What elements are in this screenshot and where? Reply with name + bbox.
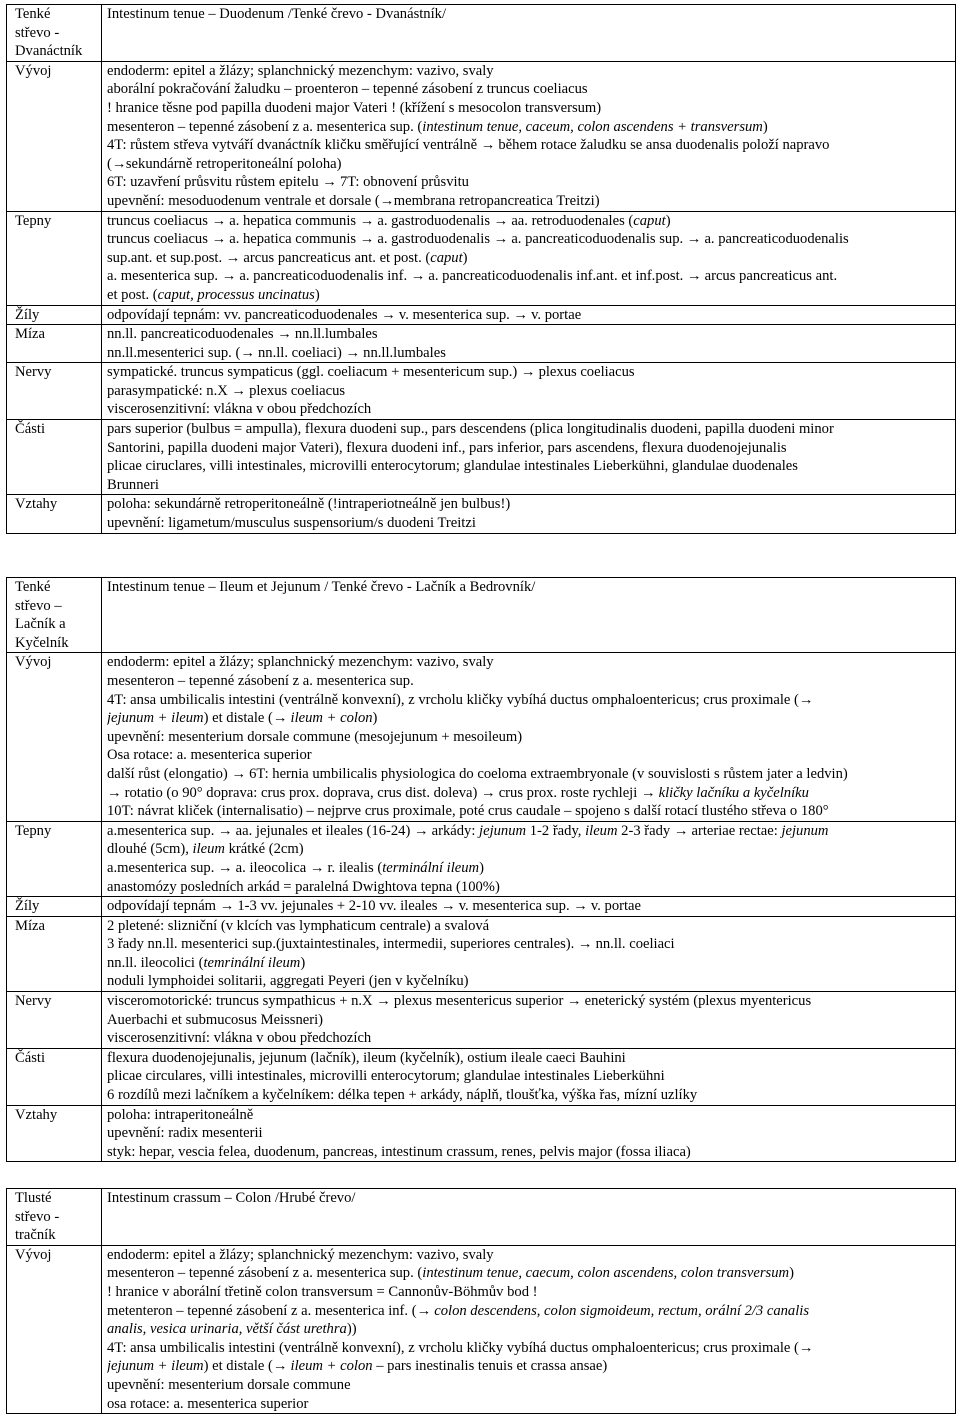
- text-run: crus prox. roste rychleji: [495, 784, 641, 801]
- text-run: a. hepatica communis: [225, 212, 360, 229]
- text-run: osa rotace: a. mesenterica superior: [107, 1395, 309, 1412]
- text-run: metenteron – tepenné zásobení z a. mesenterica inf. (: [107, 1302, 417, 1319]
- text-run: r. ilealis (: [323, 859, 383, 876]
- arrow-icon: →: [686, 268, 702, 285]
- row-content: [102, 1245, 956, 1413]
- text-line: [107, 709, 951, 728]
- text-run: nn.ll. pancreaticoduodenales: [107, 326, 278, 343]
- text-line: [107, 363, 951, 382]
- text-run: další růst (elongatio): [107, 765, 232, 782]
- text-run: analis, vesica urinaria, větší část urethra: [107, 1321, 347, 1338]
- text-run: a. hepatica communis: [225, 231, 360, 248]
- arrow-icon: →: [211, 212, 227, 229]
- text-line: [107, 935, 951, 954]
- section-label-line: Tlusté: [15, 1190, 52, 1206]
- text-run: upevnění: mesoduodenum ventrale et dorsale (: [107, 192, 380, 209]
- section-label: [7, 578, 102, 653]
- row-label: Nervy: [15, 364, 52, 381]
- text-line: [107, 476, 951, 495]
- arrow-icon: →: [345, 344, 361, 361]
- arrow-icon: →: [107, 784, 122, 801]
- text-run: aa. jejunales et ileales (16-24): [232, 822, 414, 839]
- section-label-line: střevo -: [15, 1208, 60, 1225]
- row-content: [102, 897, 956, 917]
- text-run: a. gastroduodenalis: [373, 231, 494, 248]
- text-run: nn.ll.lumbales: [359, 344, 446, 361]
- text-run: upevnění: mesenterium dorsale commune: [107, 1376, 351, 1393]
- text-run: eneterický systém (plexus myentericus: [580, 993, 812, 1010]
- text-line: [107, 249, 951, 268]
- section-title-cell: [102, 1189, 956, 1246]
- text-run: aborální pokračování žaludku – proenteron – tepenné zásobení z truncus coeliacus: [107, 81, 588, 98]
- arrow-icon: →: [359, 231, 375, 248]
- text-line: [107, 306, 951, 325]
- section-label-line: Tenké: [15, 6, 51, 22]
- text-run: poloha: intraperitoneálně: [107, 1106, 254, 1123]
- section-label-line: Dvanáctník: [15, 43, 83, 60]
- text-run: parasympatické: n.X: [107, 382, 232, 399]
- text-run: arcus pancreaticus ant. et post. (: [239, 249, 431, 266]
- text-line: [107, 878, 951, 897]
- text-run: 2-3 řady: [617, 822, 674, 839]
- text-run: a. ileocolica: [232, 859, 310, 876]
- text-line: [107, 1029, 951, 1048]
- text-run: v. mesenterica sup.: [455, 898, 574, 915]
- text-run: endoderm: epitel a žlázy; splanchnický mezenchym: vazivo, svaly: [107, 654, 494, 671]
- text-line: [107, 192, 951, 211]
- text-run: 4T: ansa umbilicalis intestini (ventrálně konvexní), z vrcholu kličky vybíhá ductus omphaloentericus; crus proximale (: [107, 691, 799, 708]
- text-run: jejunum: [781, 822, 829, 839]
- section-label-line: Tenké: [15, 579, 51, 595]
- text-line: [107, 1339, 951, 1358]
- text-run: upevnění: mesenterium dorsale commune (mesojejunum + mesoileum): [107, 728, 523, 745]
- arrow-icon: →: [410, 268, 426, 285]
- jejunum-ileum-table: [6, 577, 956, 1162]
- text-run: flexura duodenojejunalis, jejunum (lačník), ileum (kyčelník), ostium ileale caeci Bauhini: [107, 1049, 626, 1066]
- section-label-line: Lačník a: [15, 616, 66, 633]
- text-run: ): [789, 1265, 794, 1282]
- text-run: membrana retropancreatica Treitzi): [393, 192, 600, 209]
- text-run: nn.ll. coeliaci: [591, 936, 675, 953]
- text-run: rotatio (o 90° doprava: crus prox. doprava, crus dist. doleva): [121, 784, 482, 801]
- text-run: terminální ileum: [382, 859, 480, 876]
- text-run: 1-2 řady,: [526, 822, 586, 839]
- row-content: [102, 992, 956, 1049]
- row-content: [102, 305, 956, 325]
- arrow-icon: →: [798, 1339, 814, 1356]
- arrow-icon: →: [277, 326, 292, 343]
- text-run: ) et distale (: [203, 710, 273, 727]
- section-title: Intestinum crassum – Colon /Hrubé črevo/: [107, 1190, 356, 1206]
- section-label-line: střevo -: [15, 24, 60, 41]
- section-label: [7, 1189, 102, 1246]
- text-line: [107, 267, 951, 286]
- arrow-icon: →: [379, 192, 395, 209]
- text-run: ileum + colon: [290, 1358, 373, 1375]
- arrow-icon: →: [272, 1358, 288, 1375]
- section-title: Intestinum tenue – Duodenum /Tenké črevo - Dvanástník/: [107, 6, 447, 22]
- text-line: [107, 382, 951, 401]
- text-line: [107, 1067, 951, 1086]
- row-content: [102, 211, 956, 305]
- arrow-icon: →: [673, 822, 689, 839]
- arrow-icon: →: [211, 231, 227, 248]
- row-label: Vývoj: [15, 62, 52, 79]
- arrow-icon: →: [573, 898, 588, 915]
- text-line: [107, 99, 951, 118]
- text-run: sekundárně retroperitoneální poloha): [125, 155, 342, 172]
- text-run: Auerbachi et submucosus Meissneri): [107, 1011, 324, 1028]
- text-line: [107, 954, 951, 973]
- arrow-icon: →: [240, 344, 255, 361]
- text-line: [107, 691, 951, 710]
- text-line: [107, 155, 951, 174]
- text-line: [107, 457, 951, 476]
- arrow-icon: →: [381, 306, 396, 323]
- section-title-cell: [102, 578, 956, 653]
- arrow-icon: →: [218, 859, 233, 876]
- arrow-icon: →: [322, 174, 337, 191]
- text-line: [107, 1143, 951, 1162]
- arrow-icon: →: [441, 898, 456, 915]
- text-line: [107, 653, 951, 672]
- text-run: upevnění: radix mesenterii: [107, 1125, 263, 1142]
- section-label-line: tračník: [15, 1227, 56, 1244]
- row-content: [102, 1048, 956, 1105]
- text-run: noduli lymphoidei solitarii, aggregati Peyeri (jen v kyčelníku): [107, 973, 469, 990]
- section-label-line: střevo –: [15, 597, 62, 614]
- row-label: Části: [15, 421, 45, 438]
- text-line: [107, 1320, 951, 1339]
- row-label: Vývoj: [15, 1246, 52, 1263]
- text-run: (: [107, 155, 112, 172]
- text-line: [107, 1264, 951, 1283]
- text-line: [107, 765, 951, 784]
- text-run: odpovídají tepnám: [107, 898, 220, 915]
- arrow-icon: →: [309, 859, 325, 876]
- text-line: [107, 802, 951, 821]
- text-line: [107, 917, 951, 936]
- text-run: a. mesenterica sup.: [107, 268, 222, 285]
- text-line: [107, 325, 951, 344]
- arrow-icon: →: [218, 822, 233, 839]
- text-run: ileum: [585, 822, 618, 839]
- text-run: a. gastroduodenalis: [373, 212, 494, 229]
- text-line: [107, 728, 951, 747]
- text-run: během rotace žaludku se ansa duodenalis položí napravo: [494, 137, 830, 154]
- text-run: nn.ll.mesenterici sup. (: [107, 344, 241, 361]
- text-run: a.mesenterica sup.: [107, 859, 219, 876]
- row-label: Vztahy: [15, 496, 58, 513]
- text-line: [107, 62, 951, 81]
- text-run: jejunum + ileum: [107, 710, 204, 727]
- arrow-icon: →: [513, 306, 529, 323]
- text-line: [107, 136, 951, 155]
- duodenum-table: [6, 4, 956, 534]
- row-content: [102, 653, 956, 821]
- text-run: 6 rozdílů mezi lačníkem a kyčelníkem: délka tepen + arkády, náplň, tloušťka, výška řas, mízní uzlíky: [107, 1087, 698, 1104]
- row-label: Žíly: [15, 898, 40, 915]
- row-label: Tepny: [15, 212, 52, 229]
- text-run: plicae ciruclares, villi intestinales, microvilli enterocytorum; glandulae intestinales Lieberkühni, glandulae duodenales: [107, 458, 798, 475]
- colon-table: [6, 1188, 956, 1414]
- text-line: [107, 1302, 951, 1321]
- text-line: [107, 439, 951, 458]
- text-run: caput: [430, 249, 463, 266]
- text-run: sup.ant. et sup.post.: [107, 249, 226, 266]
- text-line: [107, 897, 951, 916]
- text-run: anastomózy posledních arkád = paralelná Dwightova tepna (100%): [107, 878, 500, 895]
- text-run: a. pancreaticoduodenalis: [700, 231, 849, 248]
- text-run: 7T: obnovení průsvitu: [336, 174, 469, 191]
- text-run: a. pancreaticoduodenalis sup.: [507, 231, 687, 248]
- row-content: [102, 420, 956, 495]
- text-run: 2 pletené: slizniční (v klcích vas lymphaticum centrale) a svalová: [107, 917, 490, 934]
- text-run: ileum: [192, 841, 225, 858]
- text-line: [107, 992, 951, 1011]
- text-run: plexus coeliacus: [245, 382, 346, 399]
- arrow-icon: →: [376, 993, 391, 1010]
- text-line: [107, 80, 951, 99]
- arrow-icon: →: [225, 249, 241, 266]
- text-run: endoderm: epitel a žlázy; splanchnický mezenchym: vazivo, svaly: [107, 1246, 494, 1263]
- text-run: odpovídají tepnám: vv. pancreaticoduodenales: [107, 306, 382, 323]
- text-line: [107, 212, 951, 231]
- row-content: [102, 821, 956, 896]
- text-run: Santorini, papilla duodeni major Vateri), flexura duodeni inf., pars inferior, pars ascendens, flexura duodenojejunalis: [107, 439, 787, 456]
- text-line: [107, 495, 951, 514]
- text-run: v. mesenterica sup.: [395, 306, 514, 323]
- text-line: [107, 344, 951, 363]
- text-line: [107, 1011, 951, 1030]
- text-run: 4T: ansa umbilicalis intestini (ventrálně konvexní), z vrcholu kličky vybíhá ductus omphaloentericus; crus proximale (: [107, 1339, 799, 1356]
- text-run: ! hranice těsne pod papilla duodeni major Vateri ! (křížení s mesocolon transversum): [107, 99, 602, 116]
- row-label: Míza: [15, 917, 45, 934]
- arrow-icon: →: [413, 822, 429, 839]
- text-run: truncus coeliacus: [107, 212, 212, 229]
- text-run: visceromotorické: truncus sympathicus + n.X: [107, 993, 377, 1010]
- text-run: ): [314, 286, 320, 303]
- text-run: 3 řady nn.ll. mesenterici sup.(juxtaintestinales, intermedii, superiores centrales).: [107, 936, 578, 953]
- text-run: mesenteron – tepenné zásobení z a. mesenterica sup. (: [107, 118, 423, 135]
- arrow-icon: →: [359, 212, 375, 229]
- text-run: poloha: sekundárně retroperitoneálně (!intraperiotneálně jen bulbus!): [107, 496, 511, 513]
- text-run: plicae circulares, villi intestinales, microvilli enterocytorum; glandulae intestinales Lieberkühni: [107, 1068, 665, 1085]
- text-run: nn.ll. coeliaci): [254, 344, 346, 361]
- text-run: endoderm: epitel a žlázy; splanchnický mezenchym: vazivo, svaly: [107, 62, 494, 79]
- text-run: nn.ll. ileocolici (: [107, 954, 204, 971]
- section-label: [7, 5, 102, 62]
- arrow-icon: →: [219, 898, 235, 915]
- text-run: intestinum tenue, caecum, colon ascendens, colon transversum: [422, 1265, 790, 1282]
- row-label: Vývoj: [15, 654, 52, 671]
- row-content: [102, 495, 956, 533]
- text-line: [107, 1086, 951, 1105]
- text-run: a. pancreaticoduodenalis inf.: [235, 268, 411, 285]
- text-run: truncus coeliacus: [107, 231, 212, 248]
- row-label: Žíly: [15, 306, 40, 323]
- text-line: [107, 1124, 951, 1143]
- text-line: [107, 972, 951, 991]
- section-title-cell: [102, 5, 956, 62]
- text-line: [107, 230, 951, 249]
- text-run: arteriae rectae:: [687, 822, 782, 839]
- arrow-icon: →: [640, 784, 656, 801]
- text-run: et post. (: [107, 286, 158, 303]
- text-run: dlouhé (5cm),: [107, 841, 193, 858]
- text-line: [107, 514, 951, 533]
- text-run: ): [762, 118, 768, 135]
- section-title: Intestinum tenue – Ileum et Jejunum / Tenké črevo - Lačník a Bedrovník/: [107, 579, 536, 595]
- row-label: Nervy: [15, 993, 52, 1010]
- text-run: styk: hepar, vescia felea, duodenum, pancreas, intestinum crassum, renes, pelvis major (fossa iliaca): [107, 1143, 691, 1160]
- text-run: mesenteron – tepenné zásobení z a. mesenterica sup.: [107, 672, 414, 689]
- arrow-icon: →: [686, 231, 702, 248]
- arrow-icon: →: [566, 993, 582, 1010]
- text-run: ) et distale (: [203, 1358, 273, 1375]
- text-line: [107, 840, 951, 859]
- text-run: a. pancreaticoduodenalis inf.ant. et inf.post.: [424, 268, 687, 285]
- text-run: )): [346, 1321, 357, 1338]
- text-run: ! hranice v aborální třetině colon transversum = Cannonův-Böhmův bod !: [107, 1283, 538, 1300]
- text-run: caput: [633, 212, 666, 229]
- text-run: plexus coeliacus: [534, 364, 635, 381]
- text-run: – pars inestinalis tenuis et crassa ansae): [372, 1358, 608, 1375]
- row-label: Tepny: [15, 822, 52, 839]
- text-run: nn.ll.lumbales: [291, 326, 378, 343]
- text-run: 6T: uzavření průsvitu růstem epitelu: [107, 174, 323, 191]
- row-content: [102, 363, 956, 420]
- row-label: Míza: [15, 326, 45, 343]
- text-run: viscerosenzitivní: vlákna v obou předchozích: [107, 1030, 372, 1047]
- row-label: Vztahy: [15, 1106, 58, 1123]
- text-line: [107, 822, 951, 841]
- text-run: v. portae: [587, 898, 642, 915]
- arrow-icon: →: [416, 1302, 432, 1319]
- text-line: [107, 173, 951, 192]
- row-content: [102, 61, 956, 211]
- arrow-icon: →: [231, 382, 247, 399]
- row-label: Části: [15, 1049, 45, 1066]
- text-line: [107, 1246, 951, 1265]
- arrow-icon: →: [493, 212, 509, 229]
- text-line: [107, 286, 951, 305]
- text-run: ileum + colon: [290, 710, 373, 727]
- text-run: colon descendens, colon sigmoideum, rectum, orální 2/3 canalis: [434, 1302, 810, 1319]
- arrow-icon: →: [221, 268, 237, 285]
- arrow-icon: →: [798, 691, 814, 708]
- text-run: pars superior (bulbus = ampulla), flexura duodeni sup., pars descendens (plica longitudinalis duodeni, papilla duodeni minor: [107, 421, 834, 438]
- row-content: [102, 325, 956, 363]
- text-line: [107, 1376, 951, 1395]
- row-content: [102, 1105, 956, 1162]
- text-run: ): [462, 249, 468, 266]
- arrow-icon: →: [493, 231, 509, 248]
- text-run: 4T: růstem střeva vytváří dvanáctník kličku směřující ventrálně: [107, 137, 481, 154]
- section-label-line: Kyčelník: [15, 634, 69, 651]
- text-run: aa. retroduodenales (: [507, 212, 634, 229]
- text-line: [107, 1283, 951, 1302]
- text-run: v. portae: [527, 306, 582, 323]
- text-line: [107, 746, 951, 765]
- text-line: [107, 1049, 951, 1068]
- arrow-icon: →: [577, 936, 593, 953]
- text-run: krátké (2cm): [224, 841, 304, 858]
- text-run: kličky lačníku a kyčelníku: [658, 784, 809, 801]
- text-run: sympatické. truncus sympaticus (ggl. coeliacum + mesentericum sup.): [107, 364, 521, 381]
- arrow-icon: →: [111, 155, 127, 172]
- text-run: upevnění: ligametum/musculus suspensorium/s duodeni Treitzi: [107, 515, 476, 532]
- text-line: [107, 859, 951, 878]
- text-line: [107, 672, 951, 691]
- text-run: ): [372, 710, 378, 727]
- arrow-icon: →: [480, 137, 496, 154]
- arrow-icon: →: [231, 765, 247, 782]
- text-run: ): [665, 212, 671, 229]
- text-line: [107, 1106, 951, 1125]
- text-run: plexus mesentericus superior: [390, 993, 567, 1010]
- text-run: ): [479, 859, 484, 876]
- text-line: [107, 784, 951, 803]
- text-run: temrinální ileum: [203, 954, 301, 971]
- text-line: [107, 400, 951, 419]
- text-run: ): [300, 954, 306, 971]
- text-line: [107, 420, 951, 439]
- text-run: 6T: hernia umbilicalis physiologica do coeloma extraembryonale (v souvislosti s růstem jater a ledvin): [245, 765, 848, 782]
- text-run: mesenteron – tepenné zásobení z a. mesenterica sup. (: [107, 1265, 423, 1282]
- text-run: intestinum tenue, caceum, colon ascendens + transversum: [422, 118, 763, 135]
- text-run: arkády:: [427, 822, 480, 839]
- row-content: [102, 916, 956, 991]
- arrow-icon: →: [520, 364, 536, 381]
- text-run: viscerosenzitivní: vlákna v obou předchozích: [107, 401, 372, 418]
- text-run: caput, processus uncinatus: [157, 286, 315, 303]
- text-run: Osa rotace: a. mesenterica superior: [107, 747, 312, 764]
- text-line: [107, 118, 951, 137]
- text-run: jejunum: [479, 822, 527, 839]
- text-run: 1-3 vv. jejunales + 2-10 vv. ileales: [233, 898, 442, 915]
- text-line: [107, 1357, 951, 1376]
- text-run: a.mesenterica sup.: [107, 822, 219, 839]
- text-run: 10T: návrat kliček (internalisatio) – nejprve crus proximale, poté crus caudale – spojeno s další rotací tlustého střeva o 180°: [107, 803, 829, 820]
- text-run: jejunum + ileum: [107, 1358, 204, 1375]
- text-run: Brunneri: [107, 476, 159, 493]
- arrow-icon: →: [481, 784, 496, 801]
- text-run: arcus pancreaticus ant.: [700, 268, 838, 285]
- text-line: [107, 1395, 951, 1414]
- arrow-icon: →: [272, 710, 288, 727]
